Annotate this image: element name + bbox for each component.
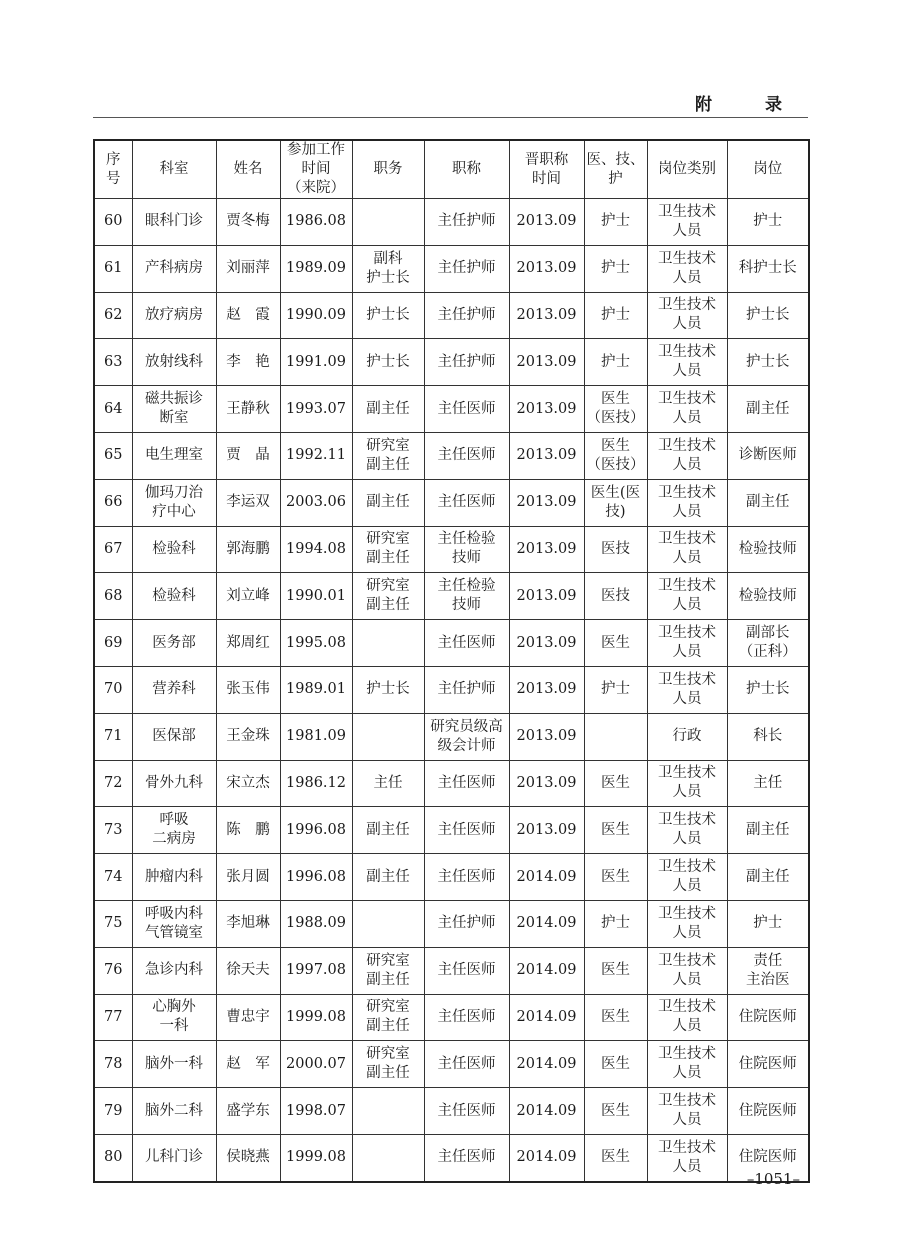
cell-post: 副主任 (727, 386, 809, 433)
cell-title: 主任医师 (424, 386, 509, 433)
cell-post-category: 卫生技术 人员 (647, 526, 727, 573)
cell-name: 陈 鹏 (216, 807, 280, 854)
table-row (94, 666, 809, 713)
column-header-title: 职称 (424, 140, 509, 199)
table-row (94, 526, 809, 573)
cell-position: 副主任 (352, 807, 424, 854)
cell-staff-type: 医生 （医技） (584, 386, 647, 433)
table-row (94, 432, 809, 479)
cell-name: 王静秋 (216, 386, 280, 433)
cell-name: 刘立峰 (216, 573, 280, 620)
column-header-staff-type: 医、技、 护 (584, 140, 647, 199)
cell-staff-type: 医生 (584, 1134, 647, 1181)
cell-post-category: 卫生技术 人员 (647, 854, 727, 901)
table-row (94, 573, 809, 620)
cell-position (352, 199, 424, 246)
cell-staff-type: 医技 (584, 573, 647, 620)
cell-post-category: 卫生技术 人员 (647, 339, 727, 386)
cell-promotion-date: 2014.09 (509, 1088, 584, 1135)
cell-staff-type: 医生 (584, 807, 647, 854)
cell-department: 脑外二科 (132, 1088, 216, 1135)
cell-title: 研究员级高 级会计师 (424, 713, 509, 760)
cell-post-category: 卫生技术 人员 (647, 1134, 727, 1181)
cell-name: 赵 军 (216, 1041, 280, 1088)
cell-promotion-date: 2014.09 (509, 947, 584, 994)
cell-post: 副主任 (727, 479, 809, 526)
cell-department: 电生理室 (132, 432, 216, 479)
cell-post-category: 卫生技术 人员 (647, 1088, 727, 1135)
cell-promotion-date: 2013.09 (509, 292, 584, 339)
cell-department: 放疗病房 (132, 292, 216, 339)
table-row (94, 807, 809, 854)
cell-serial: 62 (94, 292, 132, 339)
cell-start-date: 1992.11 (280, 432, 352, 479)
column-header-position: 职务 (352, 140, 424, 199)
cell-serial: 66 (94, 479, 132, 526)
cell-serial: 64 (94, 386, 132, 433)
cell-name: 李旭琳 (216, 900, 280, 947)
cell-promotion-date: 2014.09 (509, 994, 584, 1041)
table-row (94, 900, 809, 947)
cell-post-category: 卫生技术 人员 (647, 292, 727, 339)
column-header-department: 科室 (132, 140, 216, 199)
cell-post: 护士长 (727, 292, 809, 339)
cell-serial: 74 (94, 854, 132, 901)
cell-start-date: 1999.08 (280, 1134, 352, 1181)
cell-position: 主任 (352, 760, 424, 807)
cell-title: 主任医师 (424, 1041, 509, 1088)
cell-staff-type: 医生 (584, 760, 647, 807)
column-header-name: 姓名 (216, 140, 280, 199)
cell-name: 曹忠宇 (216, 994, 280, 1041)
cell-promotion-date: 2014.09 (509, 900, 584, 947)
cell-post: 检验技师 (727, 573, 809, 620)
cell-title: 主任护师 (424, 199, 509, 246)
cell-post: 住院医师 (727, 1134, 809, 1181)
cell-serial: 63 (94, 339, 132, 386)
cell-position (352, 1134, 424, 1181)
cell-department: 检验科 (132, 573, 216, 620)
header-divider (93, 117, 808, 118)
cell-post: 副主任 (727, 807, 809, 854)
cell-title: 主任医师 (424, 620, 509, 667)
cell-name: 侯晓燕 (216, 1134, 280, 1181)
cell-title: 主任医师 (424, 854, 509, 901)
cell-staff-type: 护士 (584, 666, 647, 713)
cell-promotion-date: 2013.09 (509, 807, 584, 854)
column-header-serial: 序 号 (94, 140, 132, 199)
cell-post-category: 卫生技术 人员 (647, 620, 727, 667)
cell-post-category: 卫生技术 人员 (647, 245, 727, 292)
cell-post-category: 卫生技术 人员 (647, 760, 727, 807)
table-row (94, 854, 809, 901)
cell-start-date: 1989.01 (280, 666, 352, 713)
cell-start-date: 1994.08 (280, 526, 352, 573)
cell-post: 科护士长 (727, 245, 809, 292)
cell-serial: 78 (94, 1041, 132, 1088)
page-number: –1051– (746, 1170, 800, 1188)
cell-title: 主任护师 (424, 339, 509, 386)
cell-position (352, 900, 424, 947)
cell-name: 李运双 (216, 479, 280, 526)
cell-title: 主任护师 (424, 900, 509, 947)
cell-position (352, 1088, 424, 1135)
staff-roster-table (93, 139, 810, 1183)
column-header-post: 岗位 (727, 140, 809, 199)
cell-promotion-date: 2013.09 (509, 760, 584, 807)
cell-promotion-date: 2013.09 (509, 199, 584, 246)
cell-start-date: 1986.08 (280, 199, 352, 246)
table-row (94, 292, 809, 339)
cell-post-category: 卫生技术 人员 (647, 666, 727, 713)
cell-start-date: 1993.07 (280, 386, 352, 433)
cell-post-category: 卫生技术 人员 (647, 947, 727, 994)
cell-title: 主任医师 (424, 1134, 509, 1181)
cell-name: 郑周红 (216, 620, 280, 667)
cell-start-date: 1988.09 (280, 900, 352, 947)
cell-post: 责任 主治医 (727, 947, 809, 994)
cell-department: 放射线科 (132, 339, 216, 386)
cell-post: 住院医师 (727, 1041, 809, 1088)
table-row (94, 386, 809, 433)
table-row (94, 1134, 809, 1181)
cell-department: 医务部 (132, 620, 216, 667)
cell-post-category: 卫生技术 人员 (647, 199, 727, 246)
cell-start-date: 1990.01 (280, 573, 352, 620)
cell-staff-type: 护士 (584, 339, 647, 386)
cell-name: 张玉伟 (216, 666, 280, 713)
section-title: 附 录 (695, 95, 800, 115)
cell-post: 副部长 （正科） (727, 620, 809, 667)
cell-post: 科长 (727, 713, 809, 760)
cell-position: 副主任 (352, 854, 424, 901)
cell-name: 贾 晶 (216, 432, 280, 479)
cell-position: 护士长 (352, 666, 424, 713)
cell-start-date: 2003.06 (280, 479, 352, 526)
column-header-start-date: 参加工作 时间 （来院） (280, 140, 352, 199)
table-row (94, 620, 809, 667)
cell-promotion-date: 2014.09 (509, 854, 584, 901)
cell-serial: 67 (94, 526, 132, 573)
cell-name: 刘丽萍 (216, 245, 280, 292)
cell-serial: 60 (94, 199, 132, 246)
table-row (94, 713, 809, 760)
cell-staff-type: 医生 (584, 854, 647, 901)
cell-title: 主任检验 技师 (424, 526, 509, 573)
cell-department: 产科病房 (132, 245, 216, 292)
cell-post-category: 卫生技术 人员 (647, 432, 727, 479)
cell-position: 护士长 (352, 339, 424, 386)
cell-promotion-date: 2013.09 (509, 245, 584, 292)
cell-start-date: 1989.09 (280, 245, 352, 292)
cell-position: 研究室 副主任 (352, 994, 424, 1041)
cell-promotion-date: 2013.09 (509, 573, 584, 620)
cell-post: 诊断医师 (727, 432, 809, 479)
cell-staff-type: 医技 (584, 526, 647, 573)
cell-serial: 68 (94, 573, 132, 620)
cell-title: 主任医师 (424, 947, 509, 994)
cell-staff-type: 医生 (584, 947, 647, 994)
cell-name: 郭海鹏 (216, 526, 280, 573)
table-row (94, 1088, 809, 1135)
cell-title: 主任护师 (424, 292, 509, 339)
cell-serial: 76 (94, 947, 132, 994)
table-row (94, 947, 809, 994)
cell-department: 营养科 (132, 666, 216, 713)
cell-promotion-date: 2013.09 (509, 620, 584, 667)
cell-promotion-date: 2013.09 (509, 713, 584, 760)
cell-staff-type: 护士 (584, 245, 647, 292)
cell-post: 护士 (727, 900, 809, 947)
cell-department: 心胸外 一科 (132, 994, 216, 1041)
cell-position (352, 713, 424, 760)
cell-name: 盛学东 (216, 1088, 280, 1135)
cell-promotion-date: 2013.09 (509, 339, 584, 386)
cell-serial: 71 (94, 713, 132, 760)
cell-name: 张月圆 (216, 854, 280, 901)
cell-department: 急诊内科 (132, 947, 216, 994)
cell-title: 主任护师 (424, 666, 509, 713)
cell-department: 伽玛刀治 疗中心 (132, 479, 216, 526)
cell-serial: 75 (94, 900, 132, 947)
cell-promotion-date: 2013.09 (509, 526, 584, 573)
cell-start-date: 1995.08 (280, 620, 352, 667)
cell-serial: 61 (94, 245, 132, 292)
cell-post-category: 卫生技术 人员 (647, 900, 727, 947)
cell-position (352, 620, 424, 667)
cell-title: 主任检验 技师 (424, 573, 509, 620)
column-header-promotion-date: 晋职称 时间 (509, 140, 584, 199)
cell-staff-type: 护士 (584, 900, 647, 947)
cell-post: 副主任 (727, 854, 809, 901)
cell-post-category: 卫生技术 人员 (647, 479, 727, 526)
column-header-post-category: 岗位类别 (647, 140, 727, 199)
cell-promotion-date: 2013.09 (509, 479, 584, 526)
cell-post: 住院医师 (727, 994, 809, 1041)
cell-post-category: 卫生技术 人员 (647, 807, 727, 854)
cell-department: 检验科 (132, 526, 216, 573)
cell-start-date: 1997.08 (280, 947, 352, 994)
cell-position: 研究室 副主任 (352, 947, 424, 994)
cell-title: 主任护师 (424, 245, 509, 292)
cell-department: 骨外九科 (132, 760, 216, 807)
cell-department: 儿科门诊 (132, 1134, 216, 1181)
cell-post: 主任 (727, 760, 809, 807)
cell-name: 王金珠 (216, 713, 280, 760)
cell-position: 副主任 (352, 386, 424, 433)
cell-serial: 72 (94, 760, 132, 807)
cell-promotion-date: 2013.09 (509, 386, 584, 433)
cell-department: 眼科门诊 (132, 199, 216, 246)
cell-title: 主任医师 (424, 807, 509, 854)
cell-post: 护士 (727, 199, 809, 246)
table-header-row (94, 140, 809, 199)
cell-serial: 70 (94, 666, 132, 713)
cell-department: 肿瘤内科 (132, 854, 216, 901)
cell-post-category: 卫生技术 人员 (647, 994, 727, 1041)
cell-start-date: 1996.08 (280, 807, 352, 854)
cell-start-date: 1986.12 (280, 760, 352, 807)
cell-staff-type: 医生(医 技) (584, 479, 647, 526)
cell-department: 磁共振诊 断室 (132, 386, 216, 433)
cell-start-date: 1990.09 (280, 292, 352, 339)
cell-serial: 79 (94, 1088, 132, 1135)
cell-promotion-date: 2013.09 (509, 666, 584, 713)
cell-post: 检验技师 (727, 526, 809, 573)
cell-serial: 69 (94, 620, 132, 667)
cell-position: 副主任 (352, 479, 424, 526)
cell-start-date: 1999.08 (280, 994, 352, 1041)
cell-department: 呼吸 二病房 (132, 807, 216, 854)
cell-post: 住院医师 (727, 1088, 809, 1135)
cell-start-date: 1981.09 (280, 713, 352, 760)
cell-post: 护士长 (727, 666, 809, 713)
cell-name: 宋立杰 (216, 760, 280, 807)
cell-serial: 80 (94, 1134, 132, 1181)
cell-name: 贾冬梅 (216, 199, 280, 246)
cell-start-date: 1996.08 (280, 854, 352, 901)
table-row (94, 199, 809, 246)
cell-post-category: 卫生技术 人员 (647, 386, 727, 433)
cell-position: 研究室 副主任 (352, 432, 424, 479)
cell-title: 主任医师 (424, 760, 509, 807)
cell-department: 医保部 (132, 713, 216, 760)
cell-serial: 77 (94, 994, 132, 1041)
cell-post: 护士长 (727, 339, 809, 386)
cell-name: 赵 霞 (216, 292, 280, 339)
cell-start-date: 2000.07 (280, 1041, 352, 1088)
cell-title: 主任医师 (424, 479, 509, 526)
cell-staff-type: 医生 (584, 1041, 647, 1088)
cell-department: 呼吸内科 气管镜室 (132, 900, 216, 947)
cell-position: 护士长 (352, 292, 424, 339)
table-row (94, 760, 809, 807)
table-row (94, 1041, 809, 1088)
cell-serial: 73 (94, 807, 132, 854)
cell-position: 研究室 副主任 (352, 526, 424, 573)
cell-post-category: 卫生技术 人员 (647, 573, 727, 620)
cell-staff-type: 医生 (584, 620, 647, 667)
cell-position: 研究室 副主任 (352, 573, 424, 620)
cell-staff-type: 医生 (584, 994, 647, 1041)
cell-title: 主任医师 (424, 432, 509, 479)
cell-serial: 65 (94, 432, 132, 479)
table-row (94, 339, 809, 386)
cell-post-category: 行政 (647, 713, 727, 760)
cell-staff-type (584, 713, 647, 760)
cell-staff-type: 医生 （医技） (584, 432, 647, 479)
table-row (94, 479, 809, 526)
cell-promotion-date: 2014.09 (509, 1134, 584, 1181)
cell-position: 研究室 副主任 (352, 1041, 424, 1088)
table-row (94, 245, 809, 292)
cell-name: 徐天夫 (216, 947, 280, 994)
cell-department: 脑外一科 (132, 1041, 216, 1088)
cell-position: 副科 护士长 (352, 245, 424, 292)
table-row (94, 994, 809, 1041)
cell-post-category: 卫生技术 人员 (647, 1041, 727, 1088)
cell-staff-type: 医生 (584, 1088, 647, 1135)
cell-promotion-date: 2013.09 (509, 432, 584, 479)
cell-staff-type: 护士 (584, 292, 647, 339)
cell-name: 李 艳 (216, 339, 280, 386)
cell-start-date: 1991.09 (280, 339, 352, 386)
cell-promotion-date: 2014.09 (509, 1041, 584, 1088)
cell-staff-type: 护士 (584, 199, 647, 246)
cell-title: 主任医师 (424, 1088, 509, 1135)
cell-start-date: 1998.07 (280, 1088, 352, 1135)
cell-title: 主任医师 (424, 994, 509, 1041)
